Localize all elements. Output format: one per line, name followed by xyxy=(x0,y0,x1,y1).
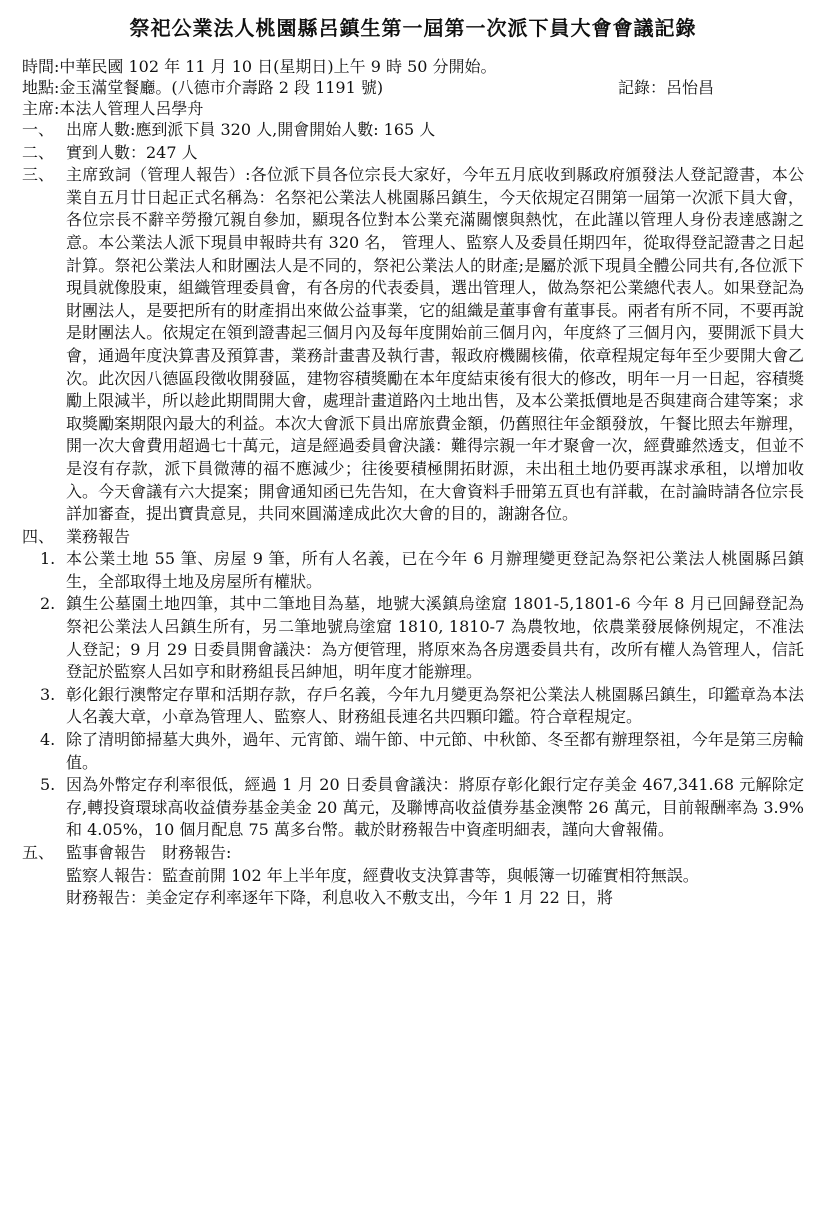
section-supervisor-report xyxy=(22,842,804,865)
meeting-time: 時間:中華民國 102 年 11 月 10 日(星期日)上午 9 時 50 分開始。 xyxy=(22,57,497,76)
business-item xyxy=(22,548,804,593)
document-title: 祭祀公業法人桃園縣呂鎮生第一屆第一次派下員大會會議記錄 xyxy=(129,16,697,40)
section-chair-speech xyxy=(22,164,804,526)
item-text: 鎮生公墓園土地四筆，其中二筆地目為墓，地號大溪鎮烏塗窟 1801-5,1801-6 今年 8 月已回歸登記為祭祀公業法人呂鎮生所有，另二筆地號烏塗窟 1810, 1810-7 為農牧地，依農業發展條例規定，不准法人登記；9 月 29 日委員開會議決：為方便管理，將原來為各房選委員共有，改所有權人為管理人，信託登記於監察人呂如亨和財務組長呂紳旭，明年度才能辦理。 xyxy=(66,594,804,682)
item-text: 本公業土地 55 筆、房屋 9 筆，所有人名義，已在今年 6 月辦理變更登記為祭祀公業法人桃園縣呂鎮生，全部取得土地及房屋所有權狀。 xyxy=(66,549,804,591)
section-number: 一、 xyxy=(22,120,55,139)
section-text: 實到人數：247 人 xyxy=(66,142,198,162)
section-text: 監事會報告 財務報告: xyxy=(66,843,232,862)
section-attendance xyxy=(22,119,804,142)
meeting-chair: 主席:本法人管理人呂學舟 xyxy=(22,99,204,118)
section-text: 主席致詞（管理人報告）:各位派下員各位宗長大家好，今年五月底收到縣政府頒發法人登記證書，本公業自五月廿日起正式名稱為：名祭祀公業法人桃園縣呂鎮生，今天依規定召開第一屆第一次派下員大會，各位宗長不辭辛勞撥冗親自參加，顯現各位對本公業充滿關懷與熱忱，在此謹以管理人身份表達感謝之意。本公業法人派下現員申報時共有 320 名， 管理人、監察人及委員任期四年，從取得登記證書之日起計算。祭祀公業法人和財團法人是不同的，祭祀公業法人的財產;是屬於派下現員全體公同共有,各位派下 現員就像股東，組織管理委員會，有各房的代表委員，選出管理人，做為祭祀公業總代表人。如果登記為財團法人，是要把所有的財產捐出來做公益事業，它的組織是董事會有董事長。兩者有所不同，不要再說是財團法人。依規定在領到證書起三個月內及每年度開始前三個月內，年度終了三個月內，要開派下員大會，通過年度決算書及預算書，業務計畫書及執行書，報政府機關核備，依章程規定每年至少要開大會乙次。此次因八德區段徵收開發區，建物容積獎勵在本年度結束後有很大的修改，明年一月一日起，容積獎勵上限減半，所以趁此期間開大會，處理計畫道路內土地出售，及本公業抵價地是否與建商合建等案；求取獎勵案期限內最大的利益。本次大會派下員出席旅費金額，仍舊照往年金額發放，午餐比照去年辦理，開一次大會費用超過七十萬元，這是經過委員會決議：難得宗親一年才聚會一次，經費雖然透支，但並不是沒有存款，派下員微薄的福不應減少；往後要積極開拓財源，未出租土地仍要再謀求承租，以增加收入。今天會議有六大提案；開會通知函已先告知，在大會資料手冊第五頁也有詳載，在討論時請各位宗長詳加審查，提出寶貴意見，共同來圓滿達成此次大會的目的，謝謝各位。 xyxy=(66,165,804,524)
business-item xyxy=(22,684,804,729)
section-number: 四、 xyxy=(22,526,55,546)
section-present xyxy=(22,142,804,165)
business-item xyxy=(22,593,804,683)
section-number: 五、 xyxy=(22,843,55,862)
item-text: 因為外幣定存利率很低，經過 1 月 20 日委員會議決：將原存彰化銀行定存美金 467,341.68 元解除定存,轉投資環球高收益債券基金美金 20 萬元，及聯博高收益債券基金澳幣 26 萬元，目前報酬率為 3.9%和 4.05%，10 個月配息 75 萬多台幣。載於財務報告中資產明細表，謹向大會報備。 xyxy=(66,775,804,840)
item-number: 3. xyxy=(40,684,56,704)
meeting-place: 地點:金玉滿堂餐廳。(八德市介壽路 2 段 1191 號) xyxy=(22,78,384,97)
section-text: 出席人數:應到派下員 320 人,開會開始人數: 165 人 xyxy=(66,120,436,139)
section-text: 業務報告 xyxy=(66,526,131,546)
meeting-place-row xyxy=(22,77,804,98)
item-text: 除了清明節掃墓大典外，過年、元宵節、端午節、中元節、中秋節、冬至都有辦理祭祖，今年是第三房輪值。 xyxy=(66,730,804,772)
item-number: 4. xyxy=(40,730,56,750)
item-text: 彰化銀行澳幣定存單和活期存款，存戶名義，今年九月變更為祭祀公業法人桃園縣呂鎮生，印鑑章為本法人名義大章，小章為管理人、監察人、財務組長連名共四顆印鑑。符合章程規定。 xyxy=(66,684,804,727)
section-business-report xyxy=(22,526,804,549)
item-number: 5. xyxy=(40,775,56,795)
supervisor-report-text: 監察人報告：監查前開 102 年上半年度，經費收支決算書等，與帳簿一切確實相符無誤。 xyxy=(66,865,699,885)
finance-report-text: 財務報告：美金定存利率逐年下降，利息收入不敷支出，今年 1 月 22 日，將 xyxy=(66,888,613,908)
section-number: 三、 xyxy=(22,165,55,185)
item-number: 2. xyxy=(40,594,56,614)
recorder: 記錄：呂怡昌 xyxy=(618,78,715,97)
business-item xyxy=(22,774,804,842)
item-number: 1. xyxy=(40,549,56,569)
section-number: 二、 xyxy=(22,142,55,162)
business-item xyxy=(22,729,804,774)
